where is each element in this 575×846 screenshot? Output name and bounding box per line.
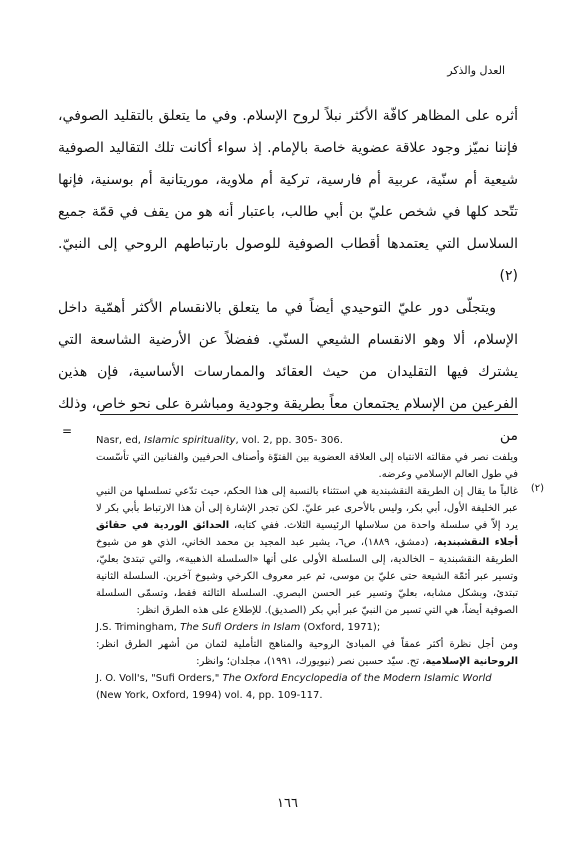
ref-voll-publisher: (New York, Oxford, 1994) vol. 4, pp. 109-117. [96,690,323,701]
body-text [58,100,518,452]
paragraph-2: ويتجلّى دور عليّ التوحيدي أيضاً في ما يتعلق بالانقسام الأكثر أهمّية داخل الإسلام، ألا وهو الانقسام الشيعي السنّي. ففضلاً عن الأرضية الشاسعة التي يشترك فيها التقليدان من حيث العقائد والممارسات الأساسية، فإن هذين الفرعين من الإسلام يجتمعان معاً بطريقة وجودية ومباشرة على نحو خاص، وذلك من [58,300,518,444]
footnote-continued-citation [96,432,518,449]
ref-arabic-intro: ومن أجل نظرة أكثر عمقاً في المبادئ الروحية والمناهج التأملية لثمان من أشهر الطرق انظر: [96,639,518,650]
citation-text: Nasr, ed, [96,435,145,446]
footnote-separator [100,414,518,415]
reference-trimingham [96,619,518,636]
citation-pages: , vol. 2, pp. 305- 306. [235,435,343,446]
ref-title: The Sufi Orders in Islam [180,622,301,633]
reference-voll [96,670,518,704]
ref-publisher: (Oxford, 1971); [300,622,381,633]
footnote-2-text-b: ، (دمشق، ١٨٨٩)، ص٦، يشير عبد المجيد بن محمد الخاني، الذي هو من شيوخ الطريقة النقشبندية – الخالدية، إلى السلسلة الأولى على أنها «السلسلة الذهبية»، والتي تبتدئ بعليّ، وتسير عبر أئمّة الشيعة حتى عليّ بن موسى، ثم عبر معروف الكرخي وشيوخ آخرين. السلسلة الثانية تبتدئ، وبشكل مشابه، بعليّ وتسير عبر الحسن البصري. السلسلة الثالثة فقط، وتسمّى السلسلة الصوفية أيضاً، هي التي تسير من النبيّ عبر أبي بكر (الصديق). للإطلاع على هذه الطرق انظر: [96,537,518,616]
paragraph-1: أثره على المظاهر كافّة الأكثر نبلاً لروح الإسلام. وفي ما يتعلق بالتقليد الصوفي، فإننا نميّز وجود علاقة عضوية خاصة بالإمام. إذ سواء أكانت تلك التقاليد الصوفية شيعية أم سنّية، عربية أم فارسية، تركية أم ملاوية، موريتانية أم بوسنية، فإنها تتّحد كلها في شخص عليّ بن أبي طالب، باعتبار أنه هو من يقف في قمّة جميع السلاسل التي يعتمدها أقطاب الصوفية للوصول بارتباطهم الروحي إلى النبيّ. (٢) [58,108,518,284]
running-head: العدل والذكر [447,64,505,77]
footnote-2-text-a: غالباً ما يقال إن الطريقة النقشبندية هي استثناء بالنسبة إلى هذا الحكم، حيث تدّعي تسلسلها من النبي عبر الخليفة الأول، أبي بكر، وليس بالأحرى عبر عليّ. لكن تجدر الإشارة إلى أن هذا الارتباط بأبي بكر لا يرد إلاّ في سلسلة واحدة من سلاسلها الرئيسية الثلاث. ففي كتابه، [96,486,518,531]
footnote-2 [96,483,544,619]
footnotes [96,432,544,704]
reference-arabic [96,636,518,670]
footnote-2-book-title: الحدائق الوردية في حقائق أجلاء النقشبندية [96,520,518,548]
footnote-continued-text: ويلفت نصر في مقالته الانتباه إلى العلاقة العضوية بين الفتوّة وأصناف الحرفيين والفنانين التي تأسّست في طول العالم الإسلامي وعرضه. [96,452,518,480]
footnote-number: (٢) [530,483,544,494]
footnote-continuation-marker: = [62,424,73,438]
ref-author: J.S. Trimingham, [96,622,181,633]
citation-title: Islamic spirituality [144,435,236,446]
ref-voll-author: J. O. Voll's, "Sufi Orders," [96,673,223,684]
ref-arabic-editor: ، تح. سيّد حسين نصر (نيويورك، ١٩٩١)، مجلدان؛ وانظر: [196,656,426,667]
ref-arabic-title: الروحانية الإسلامية [425,656,518,667]
ref-voll-title: The Oxford Encyclopedia of the Modern Islamic World [222,673,492,684]
page-number: ١٦٦ [277,796,298,811]
